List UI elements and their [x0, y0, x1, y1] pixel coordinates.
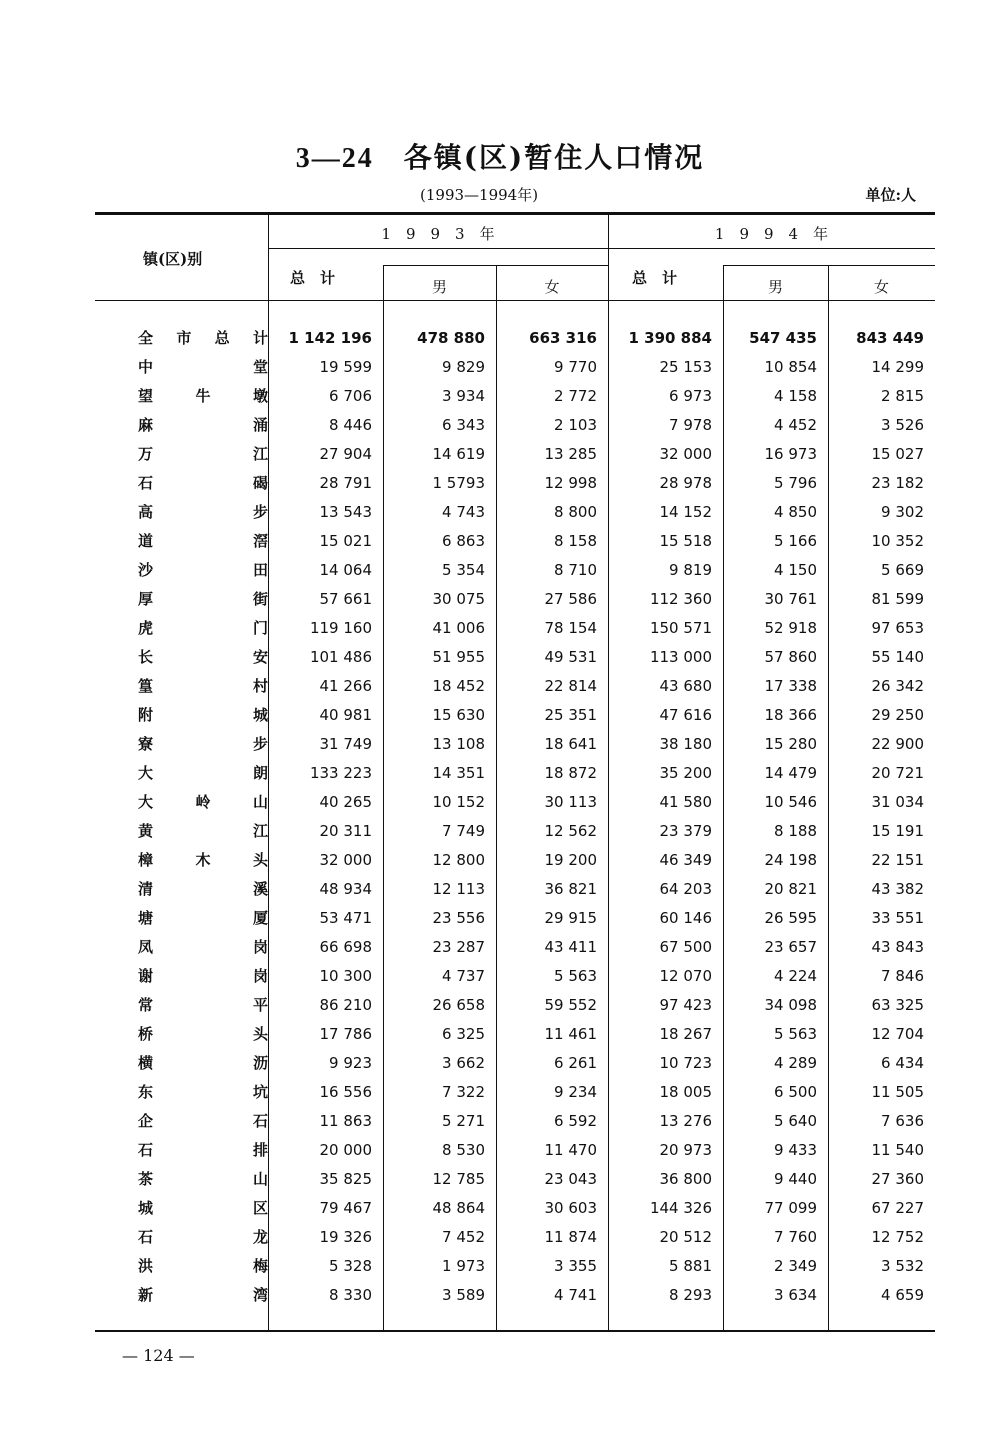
cell-m93: 3 589 [442, 1285, 485, 1304]
cell-m94: 15 280 [764, 734, 817, 753]
cell-f94: 10 352 [871, 531, 924, 550]
cell-f93: 36 821 [544, 879, 597, 898]
cell-t93: 8 330 [329, 1285, 372, 1304]
bottom-rule [95, 1330, 935, 1332]
region-name: 中堂 [138, 358, 268, 376]
cell-t94: 18 267 [659, 1024, 712, 1043]
cell-m94: 30 761 [764, 589, 817, 608]
region-name: 茶山 [138, 1170, 268, 1188]
cell-f94: 14 299 [871, 357, 924, 376]
cell-m93: 26 658 [432, 995, 485, 1014]
cell-f93: 8 800 [554, 502, 597, 521]
cell-t93: 40 981 [319, 705, 372, 724]
table-row [95, 787, 935, 816]
cell-t93: 66 698 [319, 937, 372, 956]
table-row [95, 642, 935, 671]
cell-m94: 4 150 [774, 560, 817, 579]
cell-t94: 7 978 [669, 415, 712, 434]
table-row [95, 1048, 935, 1077]
table-row [95, 1106, 935, 1135]
cell-t93: 119 160 [309, 618, 372, 637]
cell-f94: 9 302 [881, 502, 924, 521]
cell-t94: 112 360 [649, 589, 712, 608]
cell-m94: 52 918 [764, 618, 817, 637]
cell-m93: 6 343 [442, 415, 485, 434]
cell-t94: 14 152 [659, 502, 712, 521]
cell-f93: 13 285 [544, 444, 597, 463]
table-row [95, 816, 935, 845]
cell-m93: 5 271 [442, 1111, 485, 1130]
cell-t93: 48 934 [319, 879, 372, 898]
table-row [95, 1222, 935, 1251]
cell-t93: 20 311 [319, 821, 372, 840]
cell-m94: 9 440 [774, 1169, 817, 1188]
table-row [95, 497, 935, 526]
cell-t93: 15 021 [319, 531, 372, 550]
cell-f93: 23 043 [544, 1169, 597, 1188]
cell-m94: 14 479 [764, 763, 817, 782]
region-name: 企石 [138, 1112, 268, 1130]
cell-m94: 8 188 [774, 821, 817, 840]
cell-m93: 7 322 [442, 1082, 485, 1101]
cell-m93: 14 351 [432, 763, 485, 782]
cell-t93: 8 446 [329, 415, 372, 434]
cell-t93: 17 786 [319, 1024, 372, 1043]
region-name: 桥头 [138, 1025, 268, 1043]
region-name: 常平 [138, 996, 268, 1014]
cell-f94: 3 532 [881, 1256, 924, 1275]
cell-m94: 547 435 [749, 328, 817, 347]
cell-t94: 1 390 884 [628, 328, 712, 347]
cell-t94: 9 819 [669, 560, 712, 579]
population-table [95, 323, 935, 1309]
cell-m94: 10 546 [764, 792, 817, 811]
region-name: 石碣 [138, 474, 268, 492]
cell-m93: 4 743 [442, 502, 485, 521]
cell-f93: 11 470 [544, 1140, 597, 1159]
cell-m94: 4 158 [774, 386, 817, 405]
region-name: 石龙 [138, 1228, 268, 1246]
region-name: 道滘 [138, 532, 268, 550]
table-row [95, 903, 935, 932]
cell-m94: 4 224 [774, 966, 817, 985]
cell-t93: 19 599 [319, 357, 372, 376]
cell-t93: 31 749 [319, 734, 372, 753]
cell-t93: 10 300 [319, 966, 372, 985]
region-name: 黄江 [138, 822, 268, 840]
cell-t94: 36 800 [659, 1169, 712, 1188]
cell-t94: 6 973 [669, 386, 712, 405]
region-name: 高步 [138, 503, 268, 521]
cell-m93: 6 863 [442, 531, 485, 550]
region-name: 望牛墩 [138, 387, 268, 405]
cell-f93: 4 741 [554, 1285, 597, 1304]
table-row [95, 410, 935, 439]
cell-f93: 29 915 [544, 908, 597, 927]
cell-t94: 47 616 [659, 705, 712, 724]
cell-m94: 57 860 [764, 647, 817, 666]
cell-t93: 40 265 [319, 792, 372, 811]
region-name: 大岭山 [138, 793, 268, 811]
cell-f93: 6 592 [554, 1111, 597, 1130]
cell-t93: 32 000 [319, 850, 372, 869]
cell-t94: 67 500 [659, 937, 712, 956]
cell-m94: 18 366 [764, 705, 817, 724]
cell-f93: 18 641 [544, 734, 597, 753]
cell-f94: 11 505 [871, 1082, 924, 1101]
cell-m93: 51 955 [432, 647, 485, 666]
region-name: 樟木头 [138, 851, 268, 869]
cell-f93: 43 411 [544, 937, 597, 956]
cell-t94: 5 881 [669, 1256, 712, 1275]
cell-m93: 478 880 [417, 328, 485, 347]
cell-m93: 1 5793 [432, 473, 485, 492]
cell-t94: 60 146 [659, 908, 712, 927]
region-name: 谢岗 [138, 967, 268, 985]
table-number: 3—24 [295, 143, 374, 174]
cell-t94: 20 512 [659, 1227, 712, 1246]
table-row [95, 932, 935, 961]
cell-m93: 41 006 [432, 618, 485, 637]
cell-t93: 101 486 [309, 647, 372, 666]
cell-m93: 9 829 [442, 357, 485, 376]
table-row [95, 700, 935, 729]
header-region: 镇(区)别 [143, 250, 203, 268]
cell-t93: 11 863 [319, 1111, 372, 1130]
cell-f94: 97 653 [871, 618, 924, 637]
cell-f93: 30 603 [544, 1198, 597, 1217]
cell-f94: 43 843 [871, 937, 924, 956]
cell-f94: 22 151 [871, 850, 924, 869]
header-bottom-rule [95, 300, 935, 301]
cell-t93: 41 266 [319, 676, 372, 695]
sex-rule-1994 [723, 265, 935, 266]
region-name: 横沥 [138, 1054, 268, 1072]
cell-f93: 11 874 [544, 1227, 597, 1246]
cell-m94: 3 634 [774, 1285, 817, 1304]
header-female-1993: 女 [544, 278, 560, 296]
cell-t94: 23 379 [659, 821, 712, 840]
cell-t94: 113 000 [649, 647, 712, 666]
cell-f94: 31 034 [871, 792, 924, 811]
cell-m93: 13 108 [432, 734, 485, 753]
cell-f94: 15 027 [871, 444, 924, 463]
cell-f94: 29 250 [871, 705, 924, 724]
cell-m94: 34 098 [764, 995, 817, 1014]
cell-f94: 2 815 [881, 386, 924, 405]
table-row [95, 961, 935, 990]
cell-f94: 33 551 [871, 908, 924, 927]
cell-f93: 9 234 [554, 1082, 597, 1101]
cell-t94: 64 203 [659, 879, 712, 898]
table-title: 各镇(区)暂住人口情况 [403, 141, 705, 174]
cell-m94: 4 452 [774, 415, 817, 434]
cell-t94: 20 973 [659, 1140, 712, 1159]
cell-t94: 38 180 [659, 734, 712, 753]
cell-t94: 41 580 [659, 792, 712, 811]
cell-m93: 12 785 [432, 1169, 485, 1188]
cell-t94: 12 070 [659, 966, 712, 985]
region-name: 长安 [138, 648, 268, 666]
header-male-1993: 男 [431, 278, 447, 296]
table-row [95, 613, 935, 642]
cell-m93: 14 619 [432, 444, 485, 463]
cell-t93: 53 471 [319, 908, 372, 927]
cell-m93: 4 737 [442, 966, 485, 985]
table-row [95, 352, 935, 381]
cell-f93: 18 872 [544, 763, 597, 782]
cell-t93: 1 142 196 [288, 328, 372, 347]
cell-f93: 59 552 [544, 995, 597, 1014]
cell-t93: 6 706 [329, 386, 372, 405]
cell-f93: 663 316 [529, 328, 597, 347]
cell-f94: 12 752 [871, 1227, 924, 1246]
region-name: 附城 [138, 706, 268, 724]
cell-t94: 10 723 [659, 1053, 712, 1072]
cell-t94: 43 680 [659, 676, 712, 695]
region-name: 篁村 [138, 677, 268, 695]
cell-m94: 24 198 [764, 850, 817, 869]
table-row [95, 990, 935, 1019]
cell-m93: 3 662 [442, 1053, 485, 1072]
cell-t93: 28 791 [319, 473, 372, 492]
cell-m93: 10 152 [432, 792, 485, 811]
cell-m93: 7 749 [442, 821, 485, 840]
table-row-total [95, 323, 935, 352]
cell-t94: 28 978 [659, 473, 712, 492]
cell-f94: 81 599 [871, 589, 924, 608]
header-year-1993: 1 9 9 3 年 [381, 225, 495, 243]
cell-f93: 3 355 [554, 1256, 597, 1275]
cell-t93: 19 326 [319, 1227, 372, 1246]
cell-t93: 57 661 [319, 589, 372, 608]
cell-t93: 9 923 [329, 1053, 372, 1072]
cell-f93: 22 814 [544, 676, 597, 695]
table-row [95, 729, 935, 758]
cell-f94: 43 382 [871, 879, 924, 898]
region-name: 城区 [138, 1199, 268, 1217]
cell-t93: 5 328 [329, 1256, 372, 1275]
table-row [95, 1019, 935, 1048]
cell-t94: 150 571 [649, 618, 712, 637]
region-name: 虎门 [138, 619, 268, 637]
cell-t94: 35 200 [659, 763, 712, 782]
cell-m93: 7 452 [442, 1227, 485, 1246]
page-title [0, 136, 1000, 176]
cell-t94: 144 326 [649, 1198, 712, 1217]
region-name: 新湾 [138, 1286, 268, 1304]
table-row [95, 555, 935, 584]
table-row [95, 758, 935, 787]
cell-m93: 6 325 [442, 1024, 485, 1043]
cell-m94: 10 854 [764, 357, 817, 376]
cell-m94: 20 821 [764, 879, 817, 898]
cell-m94: 5 166 [774, 531, 817, 550]
region-name: 清溪 [138, 880, 268, 898]
header-total-1994: 总 计 [632, 269, 678, 287]
table-row [95, 845, 935, 874]
cell-m94: 7 760 [774, 1227, 817, 1246]
cell-f94: 12 704 [871, 1024, 924, 1043]
cell-m93: 23 556 [432, 908, 485, 927]
table-row [95, 1077, 935, 1106]
cell-t94: 13 276 [659, 1111, 712, 1130]
header-female-1994: 女 [873, 278, 889, 296]
cell-m94: 5 796 [774, 473, 817, 492]
cell-f93: 8 710 [554, 560, 597, 579]
cell-t94: 46 349 [659, 850, 712, 869]
cell-f94: 55 140 [871, 647, 924, 666]
region-name: 寮步 [138, 735, 268, 753]
region-name: 石排 [138, 1141, 268, 1159]
cell-m93: 5 354 [442, 560, 485, 579]
cell-f94: 63 325 [871, 995, 924, 1014]
cell-f94: 67 227 [871, 1198, 924, 1217]
cell-f93: 2 103 [554, 415, 597, 434]
year-rule-1994 [608, 248, 935, 249]
page-number: — 124 — [122, 1346, 195, 1365]
cell-f93: 25 351 [544, 705, 597, 724]
cell-f93: 9 770 [554, 357, 597, 376]
cell-m94: 4 289 [774, 1053, 817, 1072]
cell-t93: 86 210 [319, 995, 372, 1014]
cell-t93: 27 904 [319, 444, 372, 463]
cell-f94: 26 342 [871, 676, 924, 695]
cell-t94: 97 423 [659, 995, 712, 1014]
table-row [95, 1251, 935, 1280]
cell-t94: 25 153 [659, 357, 712, 376]
region-name: 麻涌 [138, 416, 268, 434]
cell-m93: 18 452 [432, 676, 485, 695]
cell-m93: 30 075 [432, 589, 485, 608]
cell-m93: 48 864 [432, 1198, 485, 1217]
cell-t93: 14 064 [319, 560, 372, 579]
cell-m94: 6 500 [774, 1082, 817, 1101]
cell-t93: 133 223 [309, 763, 372, 782]
region-name: 大朗 [138, 764, 268, 782]
cell-m94: 26 595 [764, 908, 817, 927]
table-row [95, 468, 935, 497]
table-row [95, 874, 935, 903]
cell-f93: 49 531 [544, 647, 597, 666]
cell-f93: 6 261 [554, 1053, 597, 1072]
cell-f94: 7 636 [881, 1111, 924, 1130]
cell-m93: 12 113 [432, 879, 485, 898]
cell-f93: 27 586 [544, 589, 597, 608]
cell-f94: 7 846 [881, 966, 924, 985]
cell-f94: 20 721 [871, 763, 924, 782]
region-name: 厚街 [138, 590, 268, 608]
region-name: 塘厦 [138, 909, 268, 927]
cell-t94: 8 293 [669, 1285, 712, 1304]
cell-f93: 12 998 [544, 473, 597, 492]
cell-f94: 15 191 [871, 821, 924, 840]
table-row [95, 526, 935, 555]
cell-f94: 6 434 [881, 1053, 924, 1072]
year-rule-1993 [268, 248, 608, 249]
cell-t94: 15 518 [659, 531, 712, 550]
cell-t93: 79 467 [319, 1198, 372, 1217]
cell-t93: 20 000 [319, 1140, 372, 1159]
cell-f94: 3 526 [881, 415, 924, 434]
cell-f93: 30 113 [544, 792, 597, 811]
region-name: 东坑 [138, 1083, 268, 1101]
cell-f94: 4 659 [881, 1285, 924, 1304]
cell-f94: 11 540 [871, 1140, 924, 1159]
cell-m93: 23 287 [432, 937, 485, 956]
cell-f93: 19 200 [544, 850, 597, 869]
cell-f93: 11 461 [544, 1024, 597, 1043]
header-total-1993: 总 计 [290, 269, 336, 287]
cell-f94: 27 360 [871, 1169, 924, 1188]
top-rule [95, 212, 935, 215]
table-row [95, 584, 935, 613]
cell-t93: 35 825 [319, 1169, 372, 1188]
cell-f94: 22 900 [871, 734, 924, 753]
table-row [95, 439, 935, 468]
header-year-1994: 1 9 9 4 年 [714, 225, 829, 243]
cell-t94: 32 000 [659, 444, 712, 463]
region-name: 洪梅 [138, 1257, 268, 1275]
table-body [95, 323, 935, 1309]
unit-label: 单位:人 [865, 186, 916, 204]
cell-m94: 16 973 [764, 444, 817, 463]
cell-f94: 5 669 [881, 560, 924, 579]
cell-m93: 15 630 [432, 705, 485, 724]
cell-t93: 13 543 [319, 502, 372, 521]
region-name: 凤岗 [138, 938, 268, 956]
cell-m93: 12 800 [432, 850, 485, 869]
cell-m94: 5 563 [774, 1024, 817, 1043]
cell-f93: 8 158 [554, 531, 597, 550]
cell-m94: 23 657 [764, 937, 817, 956]
cell-m94: 4 850 [774, 502, 817, 521]
cell-f93: 12 562 [544, 821, 597, 840]
cell-f93: 78 154 [544, 618, 597, 637]
table-row [95, 1280, 935, 1309]
cell-m94: 2 349 [774, 1256, 817, 1275]
cell-t93: 16 556 [319, 1082, 372, 1101]
region-name: 全市总计 [138, 329, 268, 347]
table-row [95, 671, 935, 700]
cell-m93: 8 530 [442, 1140, 485, 1159]
region-name: 沙田 [138, 561, 268, 579]
table-row [95, 381, 935, 410]
table-row [95, 1135, 935, 1164]
cell-t94: 18 005 [659, 1082, 712, 1101]
cell-m94: 17 338 [764, 676, 817, 695]
header-male-1994: 男 [767, 278, 783, 296]
cell-m94: 9 433 [774, 1140, 817, 1159]
cell-m93: 3 934 [442, 386, 485, 405]
subtitle: (1993—1994年) [420, 186, 539, 204]
cell-m94: 77 099 [764, 1198, 817, 1217]
cell-m93: 1 973 [442, 1256, 485, 1275]
cell-f93: 2 772 [554, 386, 597, 405]
cell-f94: 23 182 [871, 473, 924, 492]
cell-f93: 5 563 [554, 966, 597, 985]
region-name: 万江 [138, 445, 268, 463]
table-row [95, 1164, 935, 1193]
table-row [95, 1193, 935, 1222]
cell-f94: 843 449 [856, 328, 924, 347]
cell-m94: 5 640 [774, 1111, 817, 1130]
